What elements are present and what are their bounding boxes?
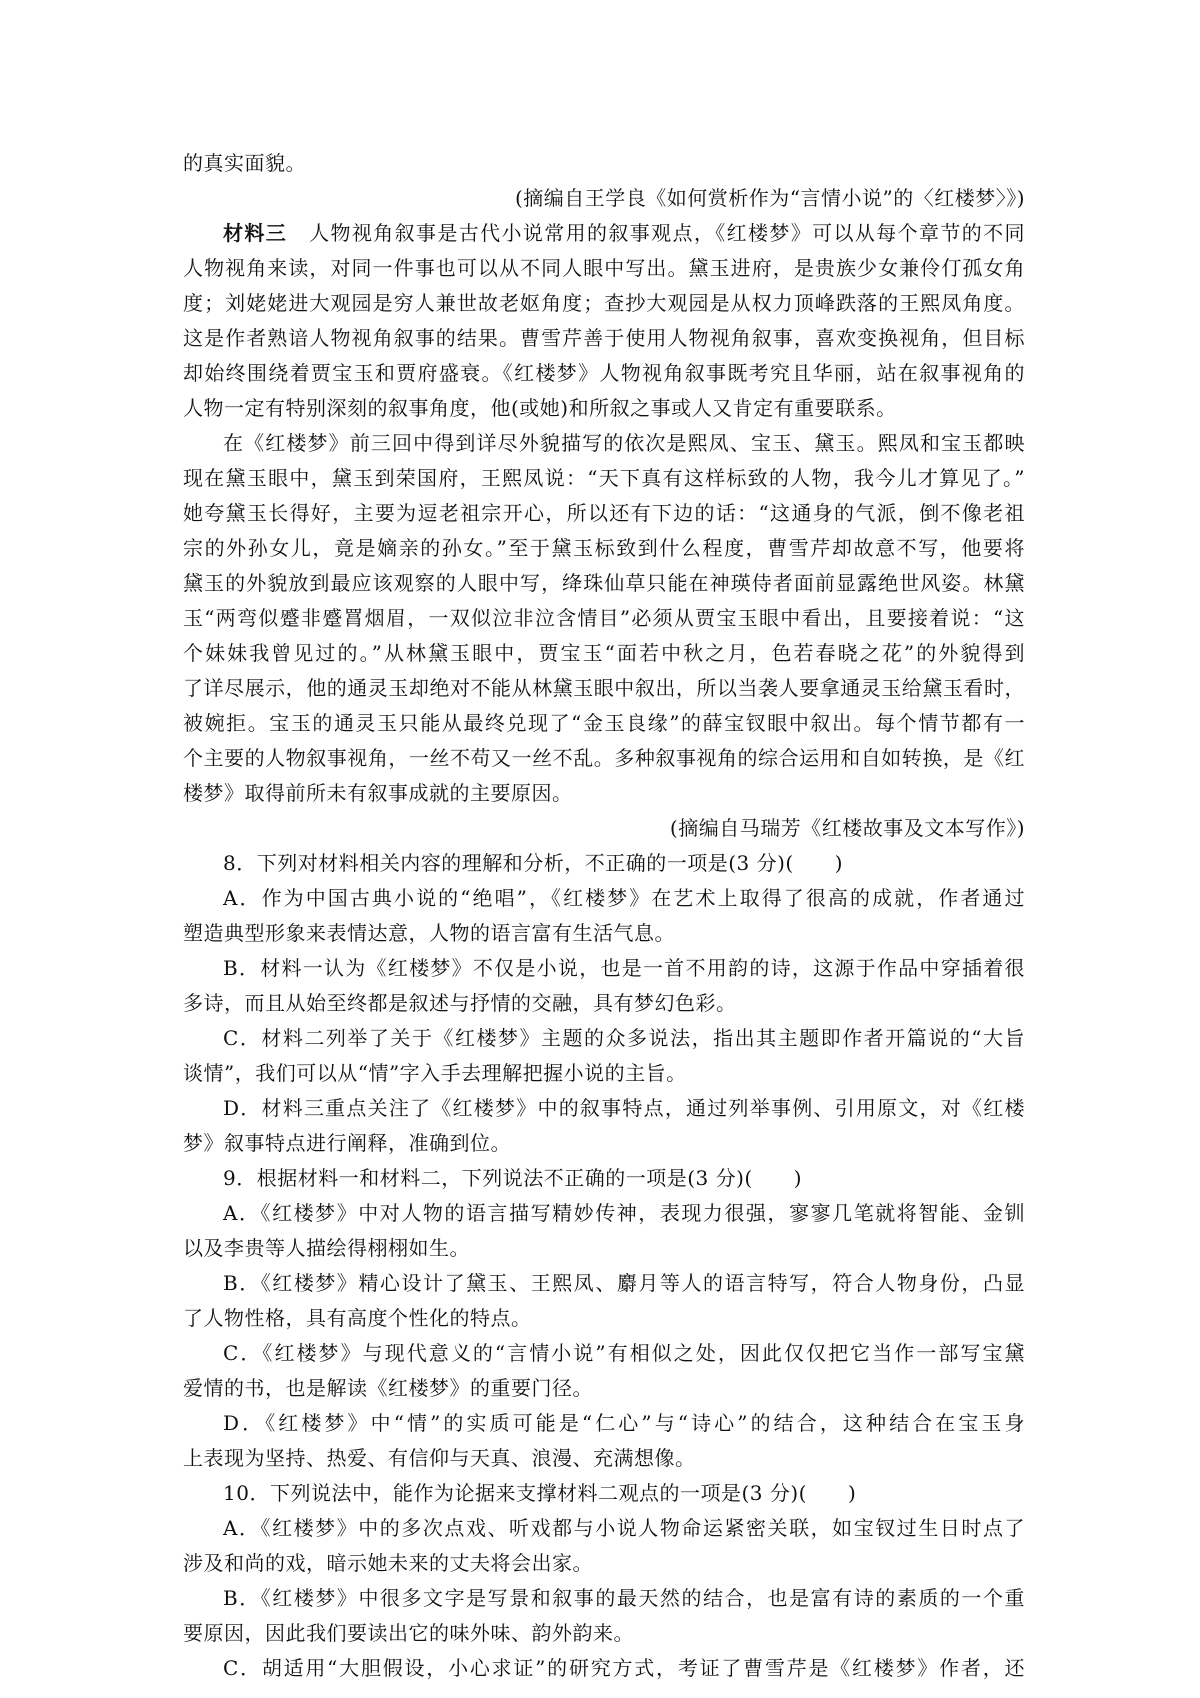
option-d-cont: 上表现为坚持、热爱、有信仰与天真、浪漫、充满想像。 <box>183 1446 696 1470</box>
paragraph-line: 人物一定有特别深刻的叙事角度，他(或她)和所叙之事或人又肯定有重要联系。 <box>183 396 897 420</box>
option-b-cont: 了人物性格，具有高度个性化的特点。 <box>183 1306 532 1330</box>
option-a: A．作为中国古典小说的“绝唱”，《红楼梦》在艺术上取得了很高的成就，作者通过 <box>223 886 1025 910</box>
paragraph-line: 宗的外孙女儿，竟是嫡亲的孙女。”至于黛玉标致到什么程度，曹雪芹却故意不写，他要将 <box>183 536 1025 560</box>
paragraph-line: 个主要的人物叙事视角，一丝不苟又一丝不乱。多种叙事视角的综合运用和自如转换，是《红 <box>183 746 1025 770</box>
option-a: A．《红楼梦》中对人物的语言描写精妙传神，表现力很强，寥寥几笔就将智能、金钏 <box>223 1201 1025 1225</box>
option-c-cont: 谈情”，我们可以从“情”字入手去理解把握小说的主旨。 <box>183 1061 687 1085</box>
paragraph-line: 了详尽展示，他的通灵玉却绝对不能从林黛玉眼中叙出，所以当袭人要拿通灵玉给黛玉看时， <box>183 676 1025 700</box>
paragraph-fragment: 的真实面貌。 <box>183 151 306 175</box>
paragraph-line: 在《红楼梦》前三回中得到详尽外貌描写的依次是熙凤、宝玉、黛玉。熙凤和宝玉都映 <box>223 431 1025 455</box>
paragraph-line: 被婉拒。宝玉的通灵玉只能从最终兑现了“金玉良缘”的薛宝钗眼中叙出。每个情节都有一 <box>183 711 1025 735</box>
option-a-cont: 以及李贵等人描绘得栩栩如生。 <box>183 1236 470 1260</box>
option-b-cont: 多诗，而且从始至终都是叙述与抒情的交融，具有梦幻色彩。 <box>183 991 737 1015</box>
question-stem: 8．下列对材料相关内容的理解和分析，不正确的一项是(3 分)( ) <box>223 851 844 875</box>
paragraph-line: 她夸黛玉长得好，主要为逗老祖宗开心，所以还有下边的话：“这通身的气派，倒不像老祖 <box>183 501 1025 525</box>
option-b: B．《红楼梦》中很多文字是写景和叙事的最天然的结合，也是富有诗的素质的一个重 <box>223 1586 1025 1610</box>
option-c: C．胡适用“大胆假设，小心求证”的研究方式，考证了曹雪芹是《红楼梦》作者，还 <box>223 1656 1025 1680</box>
question-stem: 9．根据材料一和材料二，下列说法不正确的一项是(3 分)( ) <box>223 1166 803 1190</box>
source-citation: (摘编自王学良《如何赏析作为“言情小说”的〈红楼梦〉》) <box>514 186 1025 210</box>
paragraph-line: 个妹妹我曾见过的。”从林黛玉眼中，贾宝玉“面若中秋之月，色若春晓之花”的外貌得到 <box>183 641 1025 665</box>
option-a: A．《红楼梦》中的多次点戏、听戏都与小说人物命运紧密关联，如宝钗过生日时点了 <box>223 1516 1025 1540</box>
option-c-cont: 爱情的书，也是解读《红楼梦》的重要门径。 <box>183 1376 593 1400</box>
exam-page <box>183 146 1025 1686</box>
option-a-cont: 涉及和尚的戏，暗示她未来的丈夫将会出家。 <box>183 1551 593 1575</box>
option-b: B．材料一认为《红楼梦》不仅是小说，也是一首不用韵的诗，这源于作品中穿插着很 <box>223 956 1025 980</box>
option-b-cont: 要原因，因此我们要读出它的味外味、韵外韵来。 <box>183 1621 634 1645</box>
option-c: C．《红楼梦》与现代意义的“言情小说”有相似之处，因此仅仅把它当作一部写宝黛 <box>223 1341 1025 1365</box>
paragraph-line: 楼梦》取得前所未有叙事成就的主要原因。 <box>183 781 573 805</box>
option-d: D．材料三重点关注了《红楼梦》中的叙事特点，通过列举事例、引用原文，对《红楼 <box>223 1096 1025 1120</box>
option-b: B．《红楼梦》精心设计了黛玉、王熙凤、麝月等人的语言特写，符合人物身份，凸显 <box>223 1271 1025 1295</box>
paragraph-line: 度；刘姥姥进大观园是穷人兼世故老妪角度；查抄大观园是从权力顶峰跌落的王熙凤角度。 <box>183 291 1025 315</box>
paragraph-text: 人物视角叙事是古代小说常用的叙事观点，《红楼梦》可以从每个章节的不同 <box>309 221 1025 245</box>
paragraph-line: 却始终围绕着贾宝玉和贾府盛衰。《红楼梦》人物视角叙事既考究且华丽，站在叙事视角的 <box>183 361 1025 385</box>
option-c: C．材料二列举了关于《红楼梦》主题的众多说法，指出其主题即作者开篇说的“大旨 <box>223 1026 1025 1050</box>
option-d: D．《红楼梦》中“情”的实质可能是“仁心”与“诗心”的结合，这种结合在宝玉身 <box>223 1411 1025 1435</box>
paragraph-line: 玉“两弯似蹙非蹙罥烟眉，一双似泣非泣含情目”必须从贾宝玉眼中看出，且要接着说：“这 <box>183 606 1025 630</box>
source-citation: (摘编自马瑞芳《红楼故事及文本写作》) <box>669 816 1025 840</box>
paragraph-line: 人物视角来读，对同一件事也可以从不同人眼中写出。黛玉进府，是贵族少女兼伶仃孤女角 <box>183 256 1025 280</box>
question-stem: 10．下列说法中，能作为论据来支撑材料二观点的一项是(3 分)( ) <box>223 1481 857 1505</box>
material-label: 材料三 <box>223 221 288 245</box>
option-d-cont: 梦》叙事特点进行阐释，准确到位。 <box>183 1131 511 1155</box>
paragraph-line: 现在黛玉眼中，黛玉到荣国府，王熙凤说：“天下真有这样标致的人物，我今儿才算见了。” <box>183 466 1025 490</box>
option-a-cont: 塑造典型形象来表情达意，人物的语言富有生活气息。 <box>183 921 675 945</box>
paragraph-line: 黛玉的外貌放到最应该观察的人眼中写，绛珠仙草只能在神瑛侍者面前显露绝世风姿。林黛 <box>183 571 1025 595</box>
material-three-first-line <box>183 216 1025 251</box>
paragraph-line: 这是作者熟谙人物视角叙事的结果。曹雪芹善于使用人物视角叙事，喜欢变换视角，但目标 <box>183 326 1025 350</box>
